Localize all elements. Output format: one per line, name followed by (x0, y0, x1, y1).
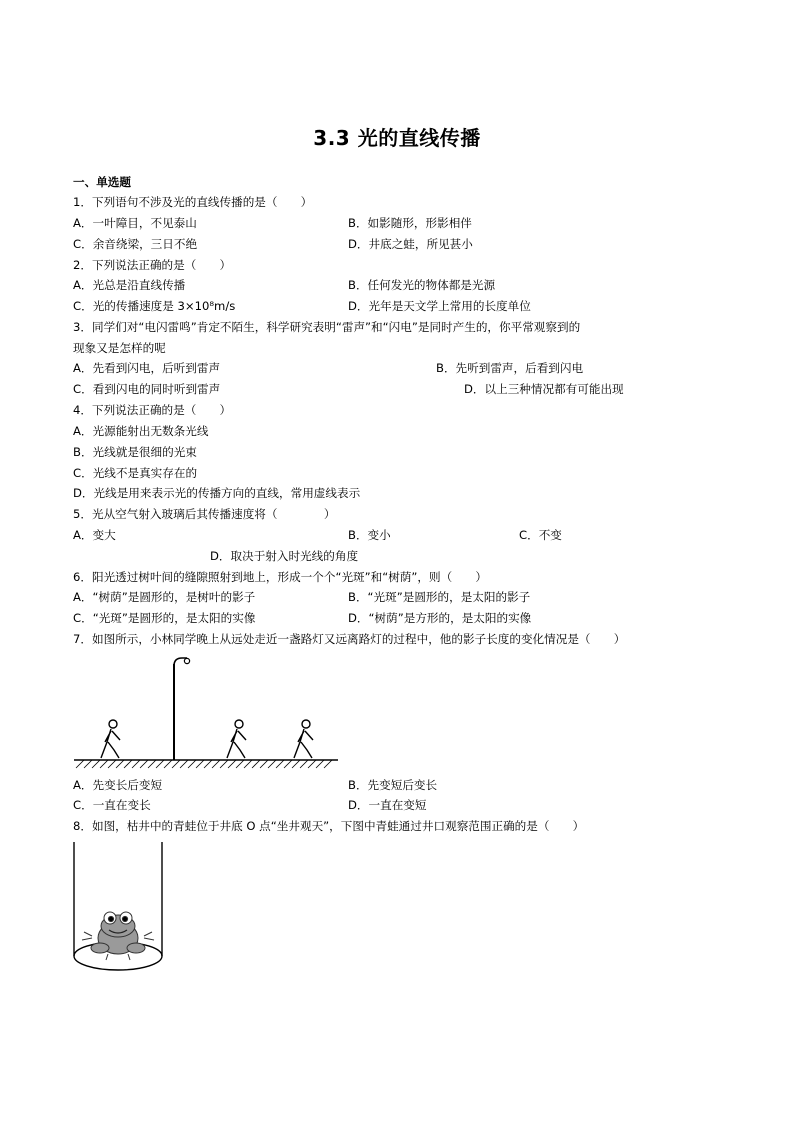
q1-option-d: D．井底之蛙，所见甚小 (348, 237, 473, 251)
ground-hatching (74, 760, 338, 768)
walker-figure-3 (294, 720, 313, 758)
q7-option-b: B．先变短后变长 (348, 778, 438, 792)
walker-figure-1 (101, 720, 120, 758)
q1-option-c: C．余音绕梁，三日不绝 (73, 237, 198, 251)
q4-option-a: A．光源能射出无数条光线 (73, 424, 209, 438)
q3-stem-line2: 现象又是怎样的呢 (73, 341, 166, 355)
q1-stem: 1．下列语句不涉及光的直线传播的是（ ） (73, 195, 313, 209)
q3-option-a: A．先看到闪电，后听到雷声 (73, 361, 221, 375)
q2-option-c: C．光的传播速度是 3×10⁸m/s (73, 299, 236, 313)
q1-option-b: B．如影随形，形影相伴 (348, 216, 472, 230)
q7-option-a: A．先变长后变短 (73, 778, 163, 792)
q5-stem: 5．光从空气射入玻璃后其传播速度将（ ） (73, 507, 336, 521)
q4-option-c: C．光线不是真实存在的 (73, 466, 198, 480)
q5-option-a: A．变大 (73, 528, 116, 542)
q2-option-b: B．任何发光的物体都是光源 (348, 278, 496, 292)
q2-option-d: D．光年是天文学上常用的长度单位 (348, 299, 531, 313)
q5-option-c: C．不变 (519, 528, 562, 542)
q6-option-b: B．“光斑”是圆形的，是太阳的影子 (348, 590, 531, 604)
q3-option-b: B．先听到雷声，后看到闪电 (436, 361, 584, 375)
q7-stem: 7．如图所示，小林同学晚上从远处走近一盏路灯又远离路灯的过程中，他的影子长度的变化情况是（ ） (73, 632, 626, 646)
page-title: 3.3 光的直线传播 (313, 126, 481, 150)
q8-stem: 8．如图，枯井中的青蛙位于井底 O 点“坐井观天”，下图中青蛙通过井口观察范围正确的是（ ） (73, 819, 585, 833)
q3-option-d: D．以上三种情况都有可能出现 (464, 382, 624, 396)
q4-stem: 4．下列说法正确的是（ ） (73, 403, 232, 417)
frog-icon (82, 912, 154, 960)
q2-option-a: A．光总是沿直线传播 (73, 278, 186, 292)
street-lamp-icon (174, 658, 190, 760)
q4-option-b: B．光线就是很细的光束 (73, 445, 197, 459)
q7-option-d: D．一直在变短 (348, 798, 427, 812)
q2-stem: 2．下列说法正确的是（ ） (73, 258, 232, 272)
q6-option-d: D．“树荫”是方形的，是太阳的实像 (348, 611, 532, 625)
q6-stem: 6．阳光透过树叶间的缝隙照射到地上，形成一个个“光斑”和“树荫”，则（ ） (73, 570, 487, 584)
streetlight-figure (72, 654, 344, 770)
section-heading: 一、单选题 (73, 175, 131, 189)
q5-option-d: D．取决于射入时光线的角度 (210, 549, 359, 563)
q6-option-c: C．“光斑”是圆形的，是太阳的实像 (73, 611, 256, 625)
q4-option-d: D．光线是用来表示光的传播方向的直线，常用虚线表示 (73, 486, 361, 500)
q6-option-a: A．“树荫”是圆形的，是树叶的影子 (73, 590, 256, 604)
well-frog-figure (70, 840, 170, 974)
q7-option-c: C．一直在变长 (73, 798, 151, 812)
q3-stem-line1: 3．同学们对“电闪雷鸣”肯定不陌生，科学研究表明“雷声”和“闪电”是同时产生的，你平常观察到的 (73, 320, 581, 334)
q1-option-a: A．一叶障目，不见泰山 (73, 216, 197, 230)
walker-figure-2 (227, 720, 246, 758)
q5-option-b: B．变小 (348, 528, 391, 542)
q3-option-c: C．看到闪电的同时听到雷声 (73, 382, 221, 396)
